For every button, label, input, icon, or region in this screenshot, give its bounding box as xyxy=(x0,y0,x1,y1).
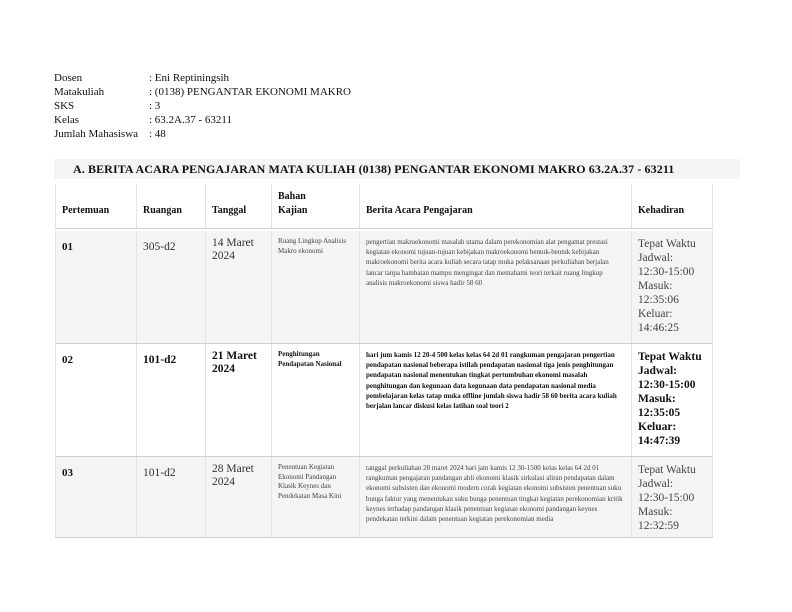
dosen-value: : Eni Reptiningsih xyxy=(149,72,230,84)
ruangan-value: 101-d2 xyxy=(143,354,177,366)
matakuliah-value: : (0138) PENGANTAR EKONOMI MAKRO xyxy=(149,86,352,98)
bahan-kajian-value: Ruang Lingkup Analisis Makro ekonomi xyxy=(278,237,347,255)
jadwal-value: 12:30-15:00 xyxy=(638,492,695,504)
header-bahan-line2: Kajian xyxy=(278,205,308,216)
info-row-jumlah xyxy=(54,127,351,141)
jadwal-label: Jadwal: xyxy=(638,478,674,490)
keluar-label: Keluar: xyxy=(638,308,673,320)
pertemuan-number: 03 xyxy=(62,467,73,479)
berita-acara-text: pengertian makroekonomi masalah utama dalam perekonomian alat pengamat prestasi kegiatan ekonomi tujuan-tujuan kebijakan makroekonomi bentuk-bentuk kebijakan makroekonomi berita acara kuliah secara tatap muka pelaksanaan perkuliahan berjalan lancar tanpa hambatan mampu mengingat dan memahami teori terkait ruang lingkup analisis makroekonomi siswa hadir 58 60 xyxy=(366,238,609,287)
matakuliah-label: Matakuliah xyxy=(54,86,105,98)
jadwal-label: Jadwal: xyxy=(638,252,674,264)
ruangan-value: 101-d2 xyxy=(143,467,176,479)
table-row xyxy=(55,344,713,457)
header-kehadiran: Kehadiran xyxy=(638,205,685,216)
masuk-value: 12:35:05 xyxy=(638,407,681,419)
info-row-matakuliah xyxy=(54,85,351,99)
table-row xyxy=(55,457,713,538)
header-ruangan: Ruangan xyxy=(137,184,206,228)
header-tanggal: Tanggal xyxy=(206,184,272,228)
pertemuan-number: 01 xyxy=(62,241,73,253)
header-bahan-kajian xyxy=(272,184,360,228)
keluar-value: 14:47:39 xyxy=(638,435,681,447)
sks-label: SKS xyxy=(54,100,75,112)
bahan-kajian-value: Penghitungan Pendapatan Nasional xyxy=(278,350,342,368)
jadwal-value: 12:30-15:00 xyxy=(638,266,695,278)
course-info xyxy=(54,71,351,141)
tanggal-line2: 2024 xyxy=(212,250,235,262)
jadwal-value: 12:30-15:00 xyxy=(638,379,696,391)
berita-acara-text: hari jum kamis 12 20-4 500 kelas kelas 64 2d 01 rangkuman pengajaran pengertian pendapatan nasional beberapa istilah pendapatan nasional tiga jenis penghitungan pendapatan nasional menentukan tingkat pertumbuhan ekonomi masalah penghitungan dan kegunaan data kegunaan data pendapatan nasional media pembelajaran kelas tatap muka offline jumlah siswa hadir 58 60 berita acara kuliah berjalan lancar diskusi kelas latihan soal teori 2 xyxy=(366,351,617,411)
dosen-label: Dosen xyxy=(54,72,83,84)
section-title: A. BERITA ACARA PENGAJARAN MATA KULIAH (0138) PENGANTAR EKONOMI MAKRO 63.2A.37 - 63211 xyxy=(73,162,675,176)
tanggal-line2: 2024 xyxy=(212,363,235,375)
keluar-value: 14:46:25 xyxy=(638,322,679,334)
masuk-label: Masuk: xyxy=(638,280,673,292)
kehadiran-status: Tepat Waktu xyxy=(638,464,696,476)
tanggal-line2: 2024 xyxy=(212,476,235,488)
masuk-label: Masuk: xyxy=(638,506,673,518)
header-pertemuan: Pertemuan xyxy=(56,184,137,228)
masuk-value: 12:35:06 xyxy=(638,294,679,306)
tanggal-line1: 21 Maret xyxy=(212,350,257,362)
header-berita-acara: Berita Acara Pengajaran xyxy=(360,184,632,228)
keluar-label: Keluar: xyxy=(638,421,677,433)
sks-value: : 3 xyxy=(149,100,161,112)
pertemuan-number: 02 xyxy=(62,354,73,366)
masuk-label: Masuk: xyxy=(638,393,676,405)
info-row-kelas xyxy=(54,113,351,127)
tanggal-line1: 14 Maret xyxy=(212,237,254,249)
ruangan-value: 305-d2 xyxy=(143,241,176,253)
berita-acara-text: tanggal perkuliahan 28 maret 2024 hari jam kamis 12 30-1500 kelas kelas 64 2d 01 rangkuman pengajaran pandangan ahli ekonomi klasik sirkulasi aliran pendapatan dalam ekonomi subsisten dan ekonomi modern corak kegiatan ekonomi subsisten penentuan suku bunga faktor yang menentukan suku bunga penentuan tingkat kegiatan perekonomian kritik keynes terhadap pandangan klasik penentuan kegiatan ekonomi pandangan keynes pendekatan terkini dalam penentuan kegiatan perekonomian media xyxy=(366,464,623,524)
table-row xyxy=(55,231,713,344)
header-bahan-line1: Bahan xyxy=(278,191,306,202)
info-row-dosen xyxy=(54,71,351,85)
tanggal-line1: 28 Maret xyxy=(212,463,254,475)
teaching-record-table xyxy=(55,184,713,538)
kehadiran-status: Tepat Waktu xyxy=(638,351,702,363)
masuk-value: 12:32:59 xyxy=(638,520,679,532)
kehadiran-status: Tepat Waktu xyxy=(638,238,696,250)
jadwal-label: Jadwal: xyxy=(638,365,677,377)
bahan-kajian-value: Penentuan Kegiatan Ekonomi Pandangan Klasik Keynes dan Pendekatan Masa Kini xyxy=(278,463,342,500)
jumlah-label: Jumlah Mahasiswa xyxy=(54,128,139,140)
kelas-label: Kelas xyxy=(54,114,80,126)
kelas-value: : 63.2A.37 - 63211 xyxy=(149,114,233,126)
info-row-sks xyxy=(54,99,351,113)
jumlah-value: : 48 xyxy=(149,128,166,140)
table-header xyxy=(55,184,713,229)
